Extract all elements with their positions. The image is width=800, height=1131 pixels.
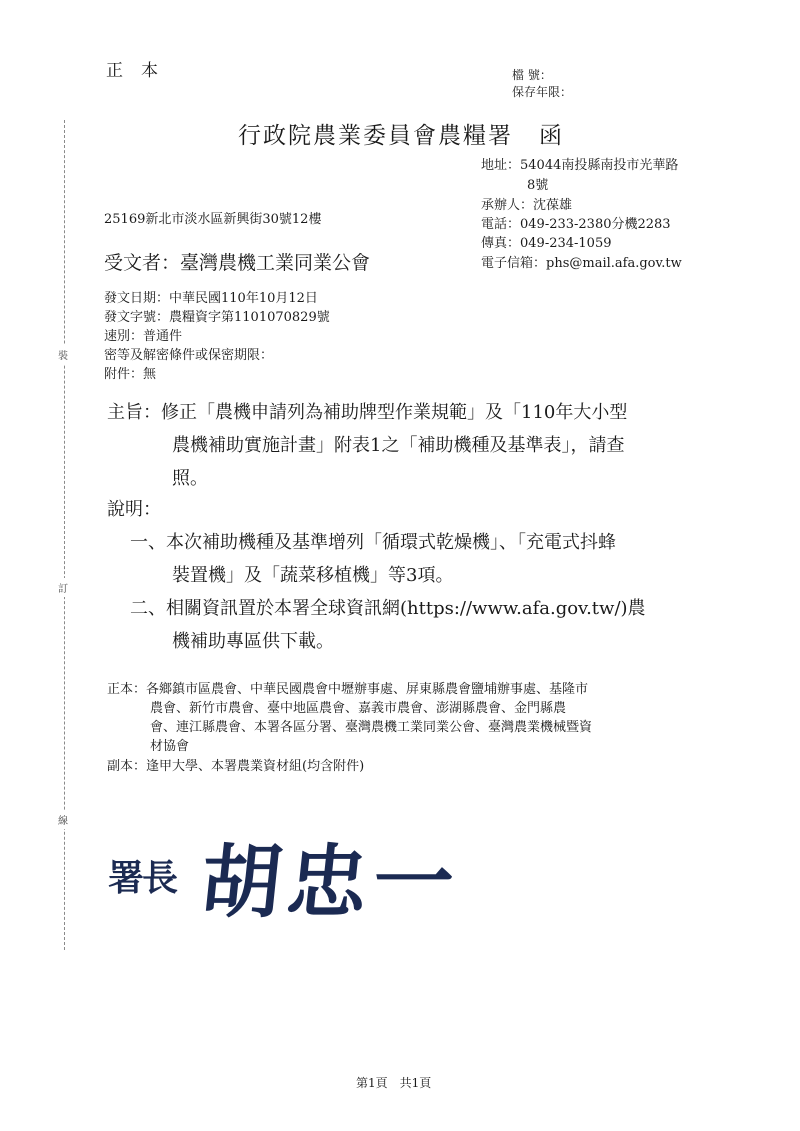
sender-email: 電子信箱：phs@mail.afa.gov.tw (481, 256, 682, 271)
signature-title: 署長 (108, 858, 177, 899)
binding-mark-ding: 訂 (58, 578, 68, 597)
secrecy-level: 密等及解密條件或保密期限： (104, 348, 274, 363)
sender-address-line2: 8號 (527, 178, 549, 193)
sender-contact: 承辦人：沈葆雄 (481, 198, 573, 213)
copies-main-line3: 會、連江縣農會、本署各區分署、臺灣農機工業同業公會、臺灣農業機械暨資 (150, 720, 593, 735)
copies-main-line2: 農會、新竹市農會、臺中地區農會、嘉義市農會、澎湖縣農會、金門縣農 (150, 701, 567, 716)
file-number-label: 檔 號： (512, 68, 552, 82)
page-title (238, 117, 564, 150)
copies-main-line4: 材協會 (150, 739, 190, 754)
explanation-item1-line2: 裝置機」及「蔬菜移植機」等3項。 (172, 565, 454, 586)
binding-mark-zhuang: 裝 (58, 345, 68, 364)
subject-line2: 農機補助實施計畫」附表1之「補助機種及基準表」，請查 (172, 435, 625, 456)
subject-line1: 主旨：修正「農機申請列為補助牌型作業規範」及「110年大小型 (107, 402, 628, 423)
copy-label: 正本 (106, 61, 176, 81)
subject-line3: 照。 (172, 468, 208, 489)
attachment-info: 附件：無 (104, 367, 157, 382)
explanation-item1-line1: 一、本次補助機種及基準增列「循環式乾燥機」、「充電式抖蜂 (130, 532, 616, 553)
document-type: 函 (539, 123, 564, 149)
sender-address-line1: 地址：54044南投縣南投市光華路 (481, 158, 679, 173)
explanation-heading: 說明： (107, 499, 161, 520)
recipient-address: 25169新北市淡水區新興街30號12樓 (104, 212, 322, 227)
page-number: 第1頁 共1頁 (356, 1076, 432, 1090)
copies-main-line1: 正本：各鄉鎮市區農會、中華民國農會中壢辦事處、屏東縣農會鹽埔辦事處、基隆市 (107, 682, 589, 697)
issue-date: 發文日期：中華民國110年10月12日 (104, 291, 318, 306)
explanation-item2-line1: 二、相關資訊置於本署全球資訊網(https://www.afa.gov.tw/)農 (130, 598, 646, 619)
retention-label: 保存年限： (512, 85, 573, 99)
recipient: 受文者：臺灣農機工業同業公會 (104, 252, 371, 274)
copies-secondary: 副本：逢甲大學、本署農業資材組(均含附件) (107, 759, 365, 774)
sender-phone: 電話：049-233-2380分機2283 (481, 217, 671, 232)
document-number: 發文字號：農糧資字第1101070829號 (104, 310, 330, 325)
binding-mark-xian: 線 (58, 810, 68, 829)
explanation-item2-line2: 機補助專區供下載。 (172, 631, 334, 652)
delivery-speed: 速別：普通件 (104, 329, 183, 344)
agency-name: 行政院農業委員會農糧署 (238, 123, 513, 149)
sender-fax: 傳真：049-234-1059 (481, 236, 612, 251)
signature-name: 胡忠一 (196, 836, 465, 929)
